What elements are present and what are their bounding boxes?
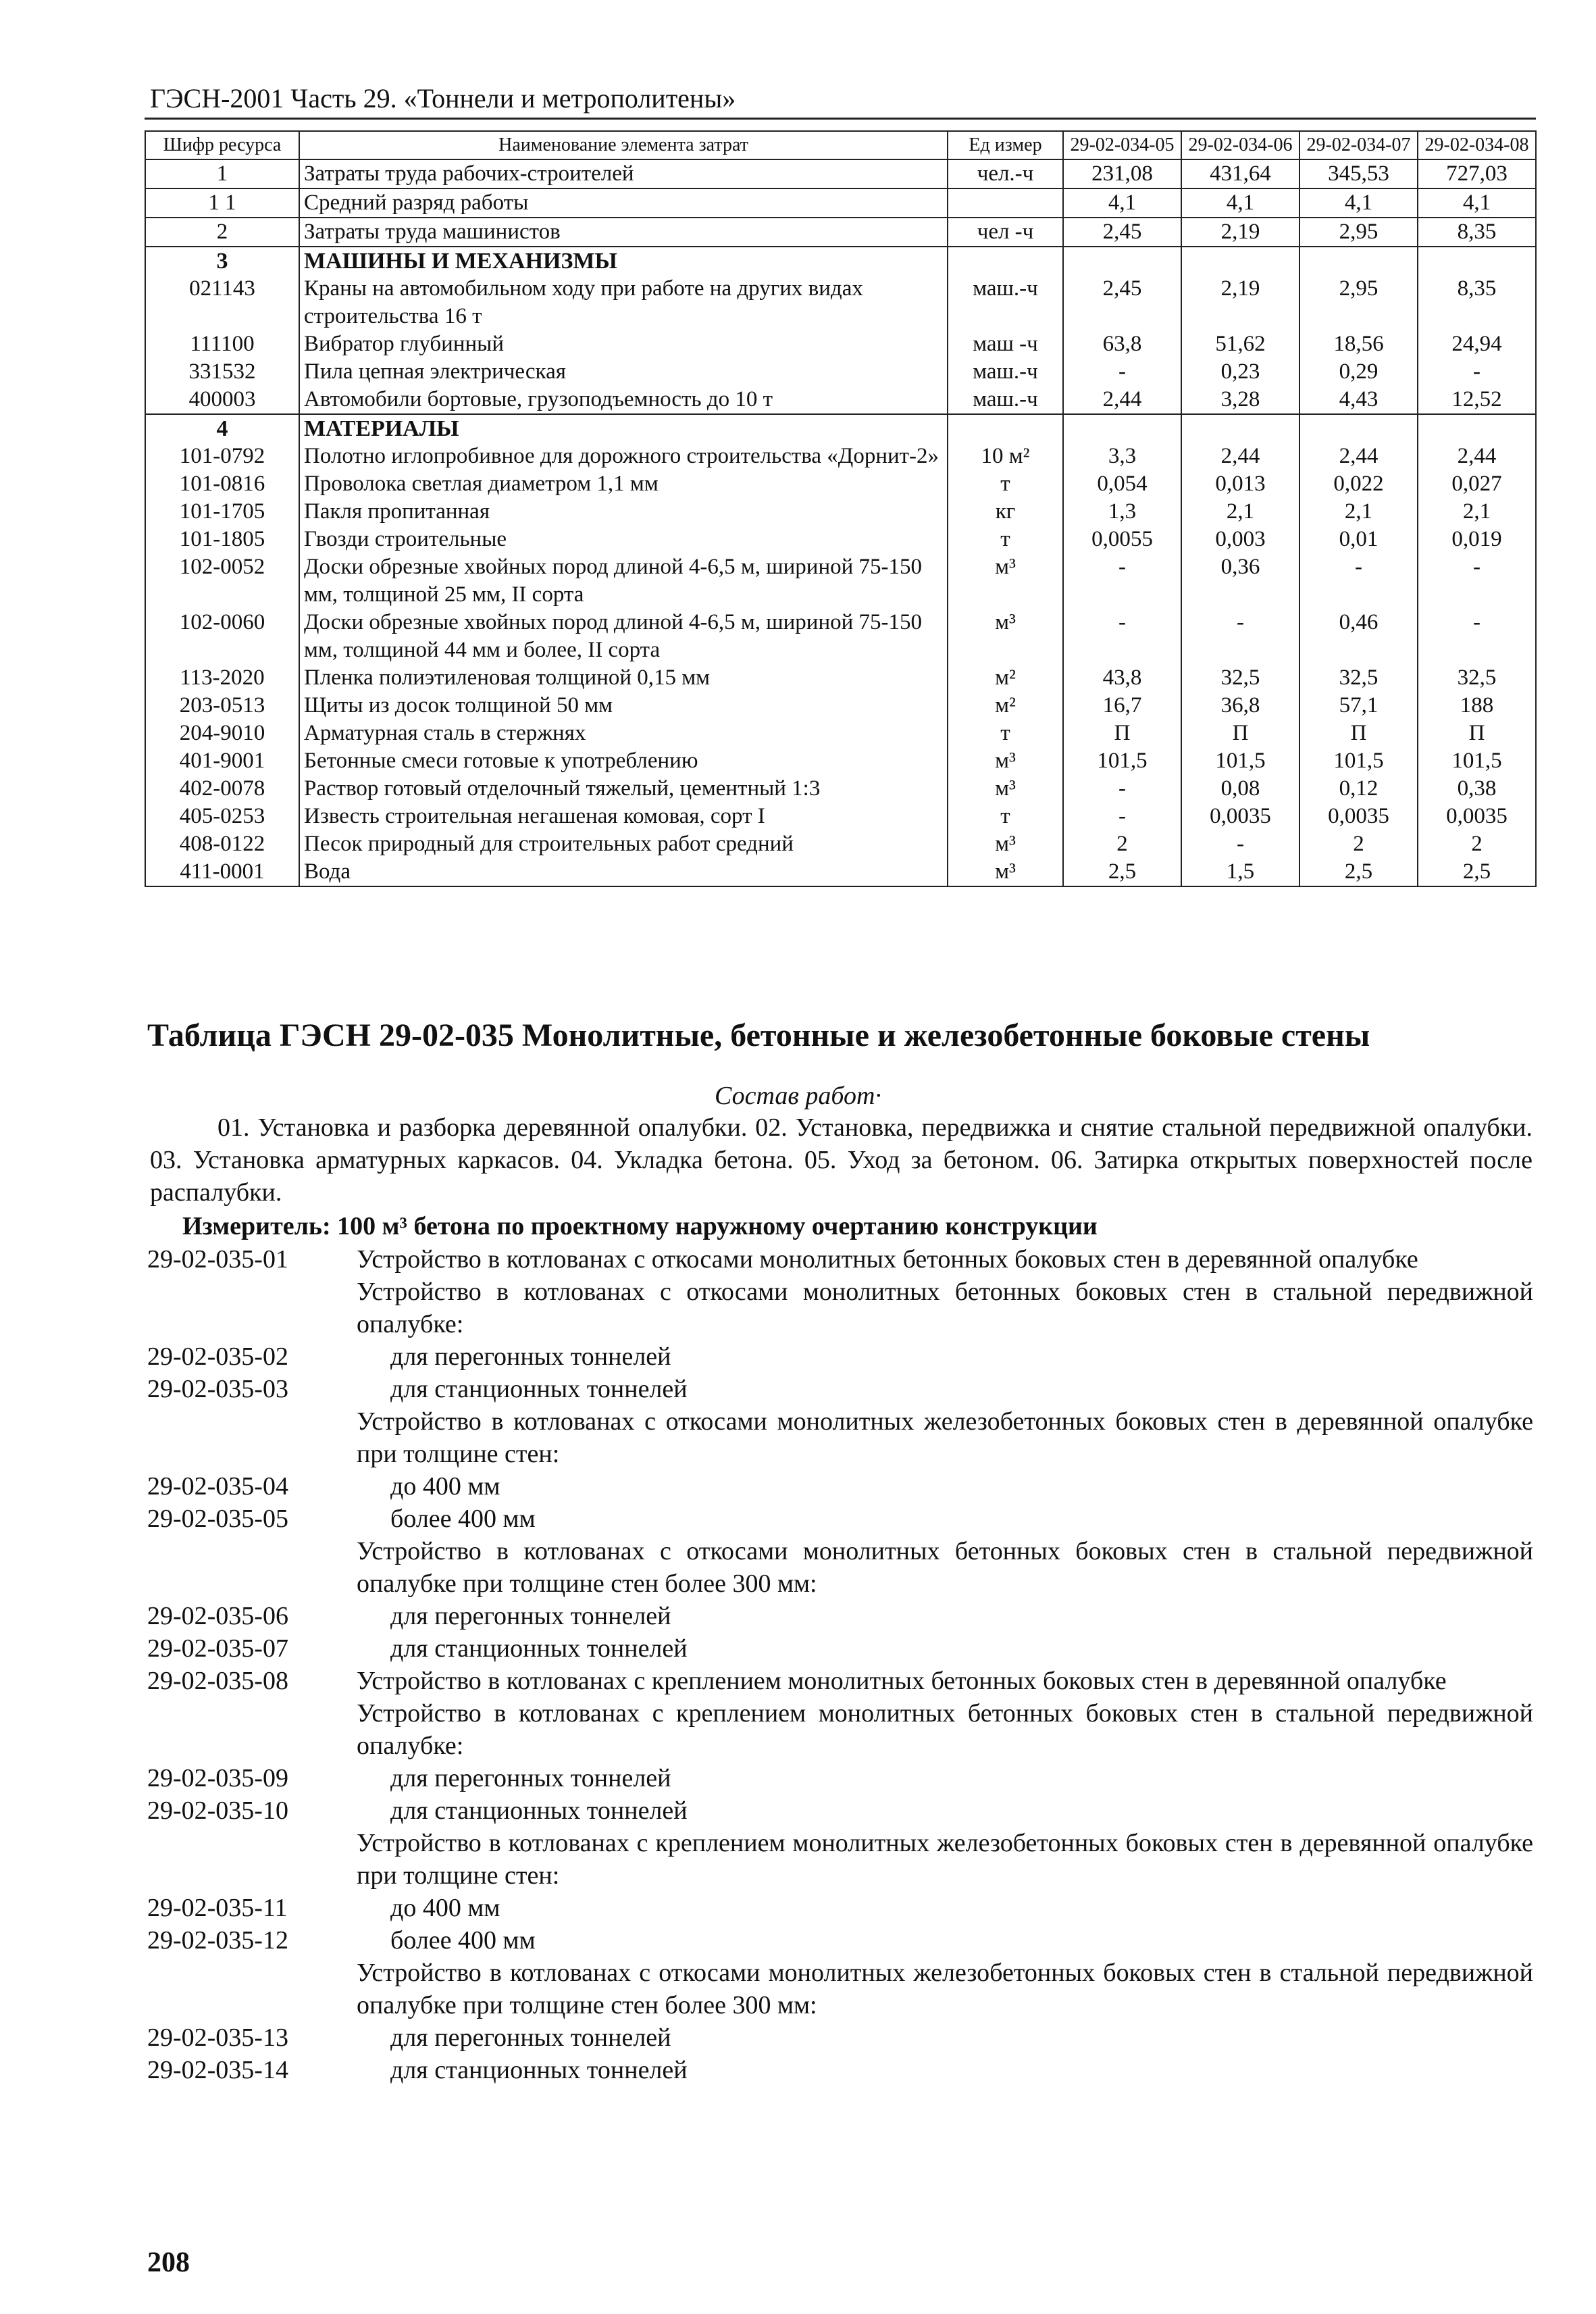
norm-item — [147, 1697, 1533, 1762]
norm-value-cell: - — [1063, 609, 1181, 664]
resource-code-cell: 101-1805 — [145, 526, 299, 553]
norm-item-text: более 400 мм — [390, 1505, 536, 1533]
norm-value-cell: 4,1 — [1418, 188, 1536, 218]
resource-unit-cell: т — [948, 526, 1063, 553]
norm-item — [147, 1892, 1533, 1924]
norm-value-cell: 2,1 — [1181, 498, 1299, 526]
norm-item-text: для станционных тоннелей — [390, 1375, 688, 1403]
resource-unit-cell: т — [948, 720, 1063, 747]
resource-unit-cell: т — [948, 803, 1063, 830]
norm-value-cell: 2,1 — [1418, 498, 1536, 526]
norm-item-text: до 400 мм — [390, 1472, 500, 1501]
norm-value-cell: - — [1063, 775, 1181, 803]
table-row — [145, 609, 1536, 664]
resource-name-cell: Затраты труда машинистов — [299, 218, 948, 247]
resource-name-cell: Полотно иглопробивное для дорожного строительства «Дорнит-2» — [299, 443, 948, 470]
resource-unit-cell: м³ — [948, 858, 1063, 886]
norm-value-cell: - — [1418, 609, 1536, 664]
norm-item — [147, 1827, 1533, 1892]
norm-item-text: Устройство в котлованах с креплением монолитных бетонных боковых стен в деревянной опалубке — [357, 1667, 1447, 1695]
norm-item-code: 29-02-035-01 — [147, 1245, 288, 1274]
resource-code-cell: 1 — [145, 159, 299, 188]
running-header: ГЭСН-2001 Часть 29. «Тоннели и метрополитены» — [150, 83, 736, 114]
table-header-row — [145, 131, 1536, 159]
norm-value-cell: - — [1418, 553, 1536, 609]
norm-value-cell: 0,0035 — [1181, 803, 1299, 830]
norm-item-code: 29-02-035-10 — [147, 1796, 288, 1825]
norm-value-cell — [1418, 247, 1536, 275]
norm-value-cell: 431,64 — [1181, 159, 1299, 188]
norm-value-cell: 0,0035 — [1418, 803, 1536, 830]
norm-value-cell — [1063, 414, 1181, 443]
norm-item-text: Устройство в котлованах с креплением монолитных бетонных боковых стен в стальной передвижной опалубке: — [357, 1699, 1533, 1760]
norm-item — [147, 1794, 1533, 1827]
norm-item — [147, 1276, 1533, 1340]
resource-code-cell: 4 — [145, 414, 299, 443]
meter-label: Измеритель: — [182, 1212, 331, 1240]
norm-value-cell: 0,013 — [1181, 470, 1299, 498]
norm-value-cell: 101,5 — [1299, 747, 1418, 775]
norm-value-cell: 0,08 — [1181, 775, 1299, 803]
norm-item-code: 29-02-035-06 — [147, 1602, 288, 1630]
resource-table — [145, 130, 1537, 887]
norm-item — [147, 1632, 1533, 1665]
norm-item-text: Устройство в котлованах с креплением монолитных железобетонных боковых стен в деревянной опалубке при толщине стен: — [357, 1829, 1533, 1890]
table-row — [145, 553, 1536, 609]
norm-value-cell: 3,3 — [1063, 443, 1181, 470]
table-row — [145, 218, 1536, 247]
resource-code-cell: 411-0001 — [145, 858, 299, 886]
table-row — [145, 664, 1536, 692]
resource-unit-cell: м³ — [948, 830, 1063, 858]
resource-unit-cell: маш.-ч — [948, 386, 1063, 414]
norm-item-code — [147, 1827, 357, 1892]
norm-item-text: Устройство в котлованах с откосами монолитных бетонных боковых стен в стальной передвижной опалубке: — [357, 1278, 1533, 1338]
norm-value-cell: 32,5 — [1181, 664, 1299, 692]
col-header-norm: 29-02-034-08 — [1418, 131, 1536, 159]
norm-value-cell: 0,38 — [1418, 775, 1536, 803]
header-rule — [145, 118, 1536, 120]
col-header-unit: Ед измер — [948, 131, 1063, 159]
resource-name-cell: Средний разряд работы — [299, 188, 948, 218]
norm-value-cell: 3,28 — [1181, 386, 1299, 414]
resource-code-cell: 101-1705 — [145, 498, 299, 526]
resource-name-cell: Щиты из досок толщиной 50 мм — [299, 692, 948, 720]
norm-item-text: для перегонных тоннелей — [390, 2023, 671, 2052]
table-row — [145, 858, 1536, 886]
resource-code-cell: 102-0060 — [145, 609, 299, 664]
norm-item — [147, 2054, 1533, 2086]
meter-line — [182, 1211, 1098, 1241]
norm-item — [147, 1470, 1533, 1503]
norm-item — [147, 1503, 1533, 1535]
col-header-code: Шифр ресурса — [145, 131, 299, 159]
norm-item-text: для станционных тоннелей — [390, 1796, 688, 1825]
norm-value-cell: 0,022 — [1299, 470, 1418, 498]
resource-unit-cell: маш -ч — [948, 330, 1063, 358]
composition-heading: Состав работ· — [715, 1082, 881, 1110]
table-row — [145, 692, 1536, 720]
norm-item-text: Устройство в котлованах с откосами монолитных бетонных боковых стен в стальной передвижной опалубке при толщине стен более 300 мм: — [357, 1537, 1533, 1598]
resource-unit-cell: кг — [948, 498, 1063, 526]
norm-value-cell: 0,019 — [1418, 526, 1536, 553]
norm-value-cell: 2,44 — [1299, 443, 1418, 470]
norm-items-list — [147, 1243, 1533, 2086]
norm-item-text: Устройство в котлованах с откосами монолитных железобетонных боковых стен в деревянной опалубке при толщине стен: — [357, 1407, 1533, 1468]
table-row — [145, 358, 1536, 386]
resource-name-cell: МАТЕРИАЛЫ — [299, 414, 948, 443]
resource-code-cell: 102-0052 — [145, 553, 299, 609]
resource-name-cell: Пакля пропитанная — [299, 498, 948, 526]
norm-value-cell: 32,5 — [1299, 664, 1418, 692]
norm-value-cell: 0,0055 — [1063, 526, 1181, 553]
table-row — [145, 526, 1536, 553]
norm-value-cell: 4,1 — [1299, 188, 1418, 218]
page-number: 208 — [147, 2247, 190, 2278]
table-row — [145, 747, 1536, 775]
table-row — [145, 275, 1536, 330]
norm-value-cell: 8,35 — [1418, 218, 1536, 247]
resource-name-cell: Доски обрезные хвойных пород длиной 4-6,5 м, шириной 75-150 мм, толщиной 25 мм, II сорта — [299, 553, 948, 609]
resource-unit-cell: м³ — [948, 609, 1063, 664]
norm-value-cell: - — [1299, 553, 1418, 609]
resource-unit-cell: м² — [948, 692, 1063, 720]
norm-value-cell: 2,19 — [1181, 275, 1299, 330]
resource-unit-cell: маш.-ч — [948, 275, 1063, 330]
norm-value-cell — [1418, 414, 1536, 443]
resource-name-cell: Краны на автомобильном ходу при работе на других видах строительства 16 т — [299, 275, 948, 330]
norm-item-text: для перегонных тоннелей — [390, 1602, 671, 1630]
norm-item-code: 29-02-035-05 — [147, 1505, 288, 1533]
resource-name-cell: Затраты труда рабочих-строителей — [299, 159, 948, 188]
norm-item — [147, 1957, 1533, 2021]
norm-value-cell: - — [1418, 358, 1536, 386]
norm-value-cell: 2,5 — [1299, 858, 1418, 886]
norm-item — [147, 1762, 1533, 1794]
norm-value-cell: 24,94 — [1418, 330, 1536, 358]
table-body — [145, 159, 1536, 886]
norm-value-cell: 2,95 — [1299, 218, 1418, 247]
norm-value-cell: 51,62 — [1181, 330, 1299, 358]
table-row — [145, 188, 1536, 218]
resource-unit-cell: 10 м² — [948, 443, 1063, 470]
norm-value-cell: 0,36 — [1181, 553, 1299, 609]
norm-value-cell: 2,19 — [1181, 218, 1299, 247]
norm-value-cell: 0,23 — [1181, 358, 1299, 386]
norm-value-cell: 2,95 — [1299, 275, 1418, 330]
norm-item — [147, 1535, 1533, 1600]
col-header-norm: 29-02-034-06 — [1181, 131, 1299, 159]
table-title: Таблица ГЭСН 29-02-035 Монолитные, бетонные и железобетонные боковые стены — [147, 1017, 1370, 1053]
norm-value-cell: - — [1063, 553, 1181, 609]
norm-value-cell: 0,0035 — [1299, 803, 1418, 830]
resource-unit-cell — [948, 247, 1063, 275]
norm-item-text: до 400 мм — [390, 1894, 500, 1922]
norm-value-cell: 2 — [1063, 830, 1181, 858]
resource-name-cell: Раствор готовый отделочный тяжелый, цементный 1:3 — [299, 775, 948, 803]
norm-item-text: для перегонных тоннелей — [390, 1764, 671, 1792]
norm-item-code — [147, 1276, 357, 1340]
norm-value-cell: 727,03 — [1418, 159, 1536, 188]
resource-name-cell: МАШИНЫ И МЕХАНИЗМЫ — [299, 247, 948, 275]
norm-item-text: для перегонных тоннелей — [390, 1342, 671, 1371]
norm-value-cell: - — [1181, 609, 1299, 664]
norm-value-cell: 188 — [1418, 692, 1536, 720]
resource-name-cell: Пила цепная электрическая — [299, 358, 948, 386]
norm-item — [147, 1405, 1533, 1470]
norm-value-cell: 2,44 — [1418, 443, 1536, 470]
table-row — [145, 470, 1536, 498]
norm-value-cell: 57,1 — [1299, 692, 1418, 720]
norm-item-code: 29-02-035-04 — [147, 1472, 288, 1501]
norm-value-cell: 2,44 — [1063, 386, 1181, 414]
norm-value-cell: 0,01 — [1299, 526, 1418, 553]
resource-unit-cell — [948, 414, 1063, 443]
norm-value-cell: - — [1181, 830, 1299, 858]
norm-item-code: 29-02-035-02 — [147, 1342, 288, 1371]
norm-item-text: Устройство в котлованах с откосами монолитных железобетонных боковых стен в стальной передвижной опалубке при толщине стен более 300 мм: — [357, 1959, 1533, 2019]
norm-item-code — [147, 1957, 357, 2021]
table-row — [145, 386, 1536, 414]
norm-value-cell: 0,29 — [1299, 358, 1418, 386]
norm-value-cell: 2,45 — [1063, 275, 1181, 330]
table-row — [145, 498, 1536, 526]
norm-item-code: 29-02-035-07 — [147, 1634, 288, 1663]
norm-value-cell: 1,3 — [1063, 498, 1181, 526]
norm-item — [147, 1373, 1533, 1405]
norm-value-cell: 2,44 — [1181, 443, 1299, 470]
norm-item-code — [147, 1697, 357, 1762]
table-row — [145, 414, 1536, 443]
table-row — [145, 247, 1536, 275]
norm-item — [147, 1600, 1533, 1632]
norm-value-cell — [1181, 247, 1299, 275]
resource-code-cell: 408-0122 — [145, 830, 299, 858]
norm-item-text: для станционных тоннелей — [390, 2056, 688, 2084]
norm-value-cell: 2,5 — [1418, 858, 1536, 886]
resource-name-cell: Вибратор глубинный — [299, 330, 948, 358]
norm-item-code: 29-02-035-08 — [147, 1667, 288, 1695]
resource-name-cell: Пленка полиэтиленовая толщиной 0,15 мм — [299, 664, 948, 692]
resource-unit-cell: м² — [948, 664, 1063, 692]
resource-name-cell: Вода — [299, 858, 948, 886]
norm-value-cell: 0,46 — [1299, 609, 1418, 664]
norm-value-cell: 231,08 — [1063, 159, 1181, 188]
norm-value-cell: П — [1418, 720, 1536, 747]
norm-value-cell: 2,1 — [1299, 498, 1418, 526]
norm-value-cell: 1,5 — [1181, 858, 1299, 886]
norm-item-code: 29-02-035-14 — [147, 2056, 288, 2084]
table-row — [145, 775, 1536, 803]
norm-item — [147, 1243, 1533, 1276]
resource-name-cell: Бетонные смеси готовые к употреблению — [299, 747, 948, 775]
table-row — [145, 720, 1536, 747]
resource-name-cell: Гвозди строительные — [299, 526, 948, 553]
norm-item — [147, 1665, 1533, 1697]
norm-value-cell: 2 — [1418, 830, 1536, 858]
resource-code-cell: 2 — [145, 218, 299, 247]
norm-value-cell: 32,5 — [1418, 664, 1536, 692]
resource-name-cell: Проволока светлая диаметром 1,1 мм — [299, 470, 948, 498]
resource-name-cell: Арматурная сталь в стержнях — [299, 720, 948, 747]
norm-value-cell: 16,7 — [1063, 692, 1181, 720]
norm-value-cell: 2 — [1299, 830, 1418, 858]
col-header-norm: 29-02-034-05 — [1063, 131, 1181, 159]
norm-value-cell: 8,35 — [1418, 275, 1536, 330]
norm-value-cell: 0,054 — [1063, 470, 1181, 498]
table-row — [145, 830, 1536, 858]
norm-value-cell: - — [1063, 803, 1181, 830]
norm-value-cell: 4,43 — [1299, 386, 1418, 414]
norm-value-cell: 101,5 — [1181, 747, 1299, 775]
resource-name-cell: Известь строительная негашеная комовая, сорт I — [299, 803, 948, 830]
resource-code-cell: 401-9001 — [145, 747, 299, 775]
norm-value-cell: 101,5 — [1063, 747, 1181, 775]
resource-code-cell: 111100 — [145, 330, 299, 358]
norm-value-cell: 0,003 — [1181, 526, 1299, 553]
norm-value-cell: 0,027 — [1418, 470, 1536, 498]
norm-item-code: 29-02-035-03 — [147, 1375, 288, 1403]
norm-item-code — [147, 1535, 357, 1600]
norm-value-cell — [1299, 414, 1418, 443]
norm-item-text: более 400 мм — [390, 1926, 536, 1955]
resource-unit-cell: м³ — [948, 553, 1063, 609]
norm-value-cell: П — [1181, 720, 1299, 747]
table-row — [145, 803, 1536, 830]
norm-value-cell: 63,8 — [1063, 330, 1181, 358]
norm-item — [147, 1340, 1533, 1373]
norm-item — [147, 2021, 1533, 2054]
resource-unit-cell: чел -ч — [948, 218, 1063, 247]
norm-value-cell: 2,5 — [1063, 858, 1181, 886]
norm-value-cell — [1063, 247, 1181, 275]
resource-code-cell: 400003 — [145, 386, 299, 414]
norm-value-cell: - — [1063, 358, 1181, 386]
col-header-name: Наименование элемента затрат — [299, 131, 948, 159]
norm-value-cell: П — [1299, 720, 1418, 747]
norm-item-code: 29-02-035-13 — [147, 2023, 288, 2052]
norm-value-cell: 12,52 — [1418, 386, 1536, 414]
norm-value-cell: 345,53 — [1299, 159, 1418, 188]
resource-code-cell: 402-0078 — [145, 775, 299, 803]
resource-unit-cell: маш.-ч — [948, 358, 1063, 386]
norm-value-cell: 4,1 — [1181, 188, 1299, 218]
resource-code-cell: 203-0513 — [145, 692, 299, 720]
resource-unit-cell: т — [948, 470, 1063, 498]
resource-code-cell: 021143 — [145, 275, 299, 330]
norm-item-code: 29-02-035-12 — [147, 1926, 288, 1955]
resource-code-cell: 113-2020 — [145, 664, 299, 692]
norm-value-cell: 4,1 — [1063, 188, 1181, 218]
col-header-norm: 29-02-034-07 — [1299, 131, 1418, 159]
table-row — [145, 443, 1536, 470]
meter-text: 100 м³ бетона по проектному наружному очертанию конструкции — [337, 1212, 1098, 1240]
norm-value-cell: 101,5 — [1418, 747, 1536, 775]
norm-item-code: 29-02-035-09 — [147, 1764, 288, 1792]
resource-code-cell: 1 1 — [145, 188, 299, 218]
resource-unit-cell: чел.-ч — [948, 159, 1063, 188]
norm-value-cell: 36,8 — [1181, 692, 1299, 720]
norm-item — [147, 1924, 1533, 1957]
resource-name-cell: Песок природный для строительных работ средний — [299, 830, 948, 858]
norm-value-cell: 2,45 — [1063, 218, 1181, 247]
norm-item-code — [147, 1405, 357, 1470]
norm-value-cell: 43,8 — [1063, 664, 1181, 692]
norm-value-cell: 18,56 — [1299, 330, 1418, 358]
norm-value-cell — [1181, 414, 1299, 443]
resource-code-cell: 331532 — [145, 358, 299, 386]
norm-value-cell: 0,12 — [1299, 775, 1418, 803]
norm-item-text: для станционных тоннелей — [390, 1634, 688, 1663]
norm-value-cell: П — [1063, 720, 1181, 747]
resource-unit-cell: м³ — [948, 747, 1063, 775]
norm-item-text: Устройство в котлованах с откосами монолитных бетонных боковых стен в деревянной опалубке — [357, 1245, 1418, 1274]
composition-text: 01. Установка и разборка деревянной опалубки. 02. Установка, передвижка и снятие стальной передвижной опалубки. 03. Установка арматурных каркасов. 04. Укладка бетона. 05. Уход за бетоном. 06. Затирка открытых поверхностей после распалубки. — [150, 1113, 1533, 1207]
resource-unit-cell — [948, 188, 1063, 218]
resource-name-cell: Автомобили бортовые, грузоподъемность до 10 т — [299, 386, 948, 414]
norm-value-cell — [1299, 247, 1418, 275]
table-row — [145, 330, 1536, 358]
resource-code-cell: 101-0792 — [145, 443, 299, 470]
resource-code-cell: 101-0816 — [145, 470, 299, 498]
norm-item-code: 29-02-035-11 — [147, 1894, 288, 1922]
table-row — [145, 159, 1536, 188]
resource-unit-cell: м³ — [948, 775, 1063, 803]
resource-code-cell: 405-0253 — [145, 803, 299, 830]
resource-name-cell: Доски обрезные хвойных пород длиной 4-6,5 м, шириной 75-150 мм, толщиной 44 мм и более, II сорта — [299, 609, 948, 664]
resource-code-cell: 3 — [145, 247, 299, 275]
resource-code-cell: 204-9010 — [145, 720, 299, 747]
